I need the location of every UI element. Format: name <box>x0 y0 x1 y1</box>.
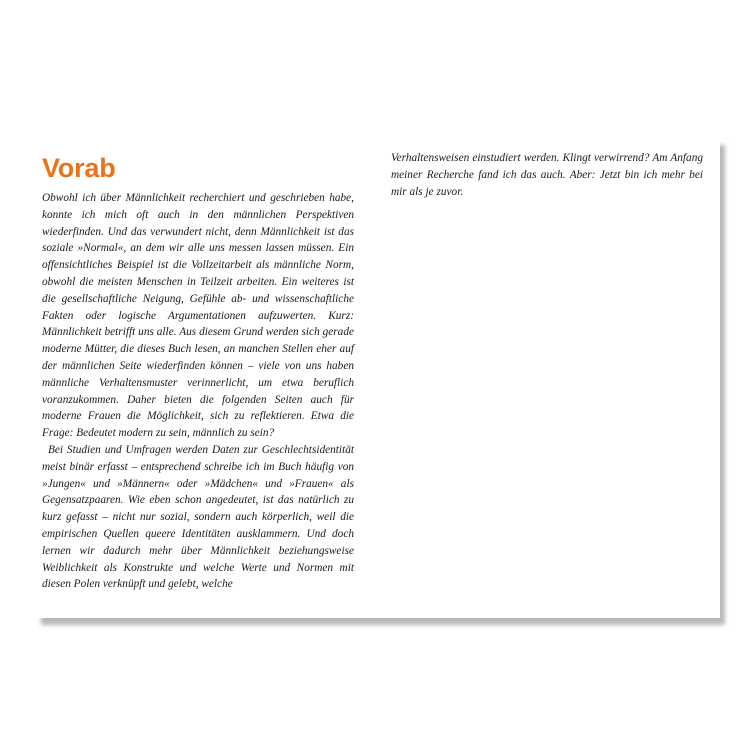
left-paragraph-2: Bei Studien und Umfragen werden Daten zur Geschlechtsidentität meist binär erfasst – entsprechend schreibe ich im Buch häufig von »Jungen« und »Männern« oder »Mädchen« und »Frauen« als Gegensatzpaaren. Wie eben schon angedeutet, ist das natürlich zu kurz gefasst – nicht nur sozial, sondern auch körperlich, weil die empirischen Quellen queere Identitäten ausklammern. Und doch lernen wir dadurch mehr über Männlichkeit beziehungsweise Weiblichkeit als Konstrukte und welche Werte und Normen mit diesen Polen verknüpft und gelebt, welche <box>42 443 354 591</box>
right-paragraph-1: Verhaltensweisen einstudiert werden. Klingt verwirrend? Am Anfang meiner Recherche fand ich das auch. Aber: Jetzt bin ich mehr bei mir als je zuvor. <box>391 152 703 198</box>
book-spread <box>36 138 720 618</box>
right-column <box>391 150 703 200</box>
left-column <box>42 190 354 593</box>
page-title: Vorab <box>42 153 116 183</box>
left-paragraph-1: Obwohl ich über Männlichkeit recherchiert und geschrieben habe, konnte ich mich oft auch in den männlichen Perspektiven wiederfinden. Und das verwundert nicht, denn Männlichkeit ist das soziale »Normal«, an dem wir alle uns messen lassen müssen. Ein offensichtliches Beispiel ist die Vollzeitarbeit als männliche Norm, obwohl die meisten Menschen in Teilzeit arbeiten. Ein weiteres ist die gesellschaftliche Neigung, Gefühle ab- und wissenschaftliche Fakten oder logische Argumentationen aufzuwerten. Kurz: Männlichkeit betrifft uns alle. Aus diesem Grund werden sich gerade moderne Mütter, die dieses Buch lesen, an manchen Stellen eher auf der männlichen Seite wiederfinden können – viele von uns haben männliche Verhaltensmuster verinnerlicht, um etwa beruflich voranzukommen. Daher bieten die folgenden Seiten auch für moderne Frauen die Möglichkeit, sich zu reflektieren. Etwa die Frage: Bedeutet modern zu sein, männlich zu sein? <box>42 192 354 440</box>
